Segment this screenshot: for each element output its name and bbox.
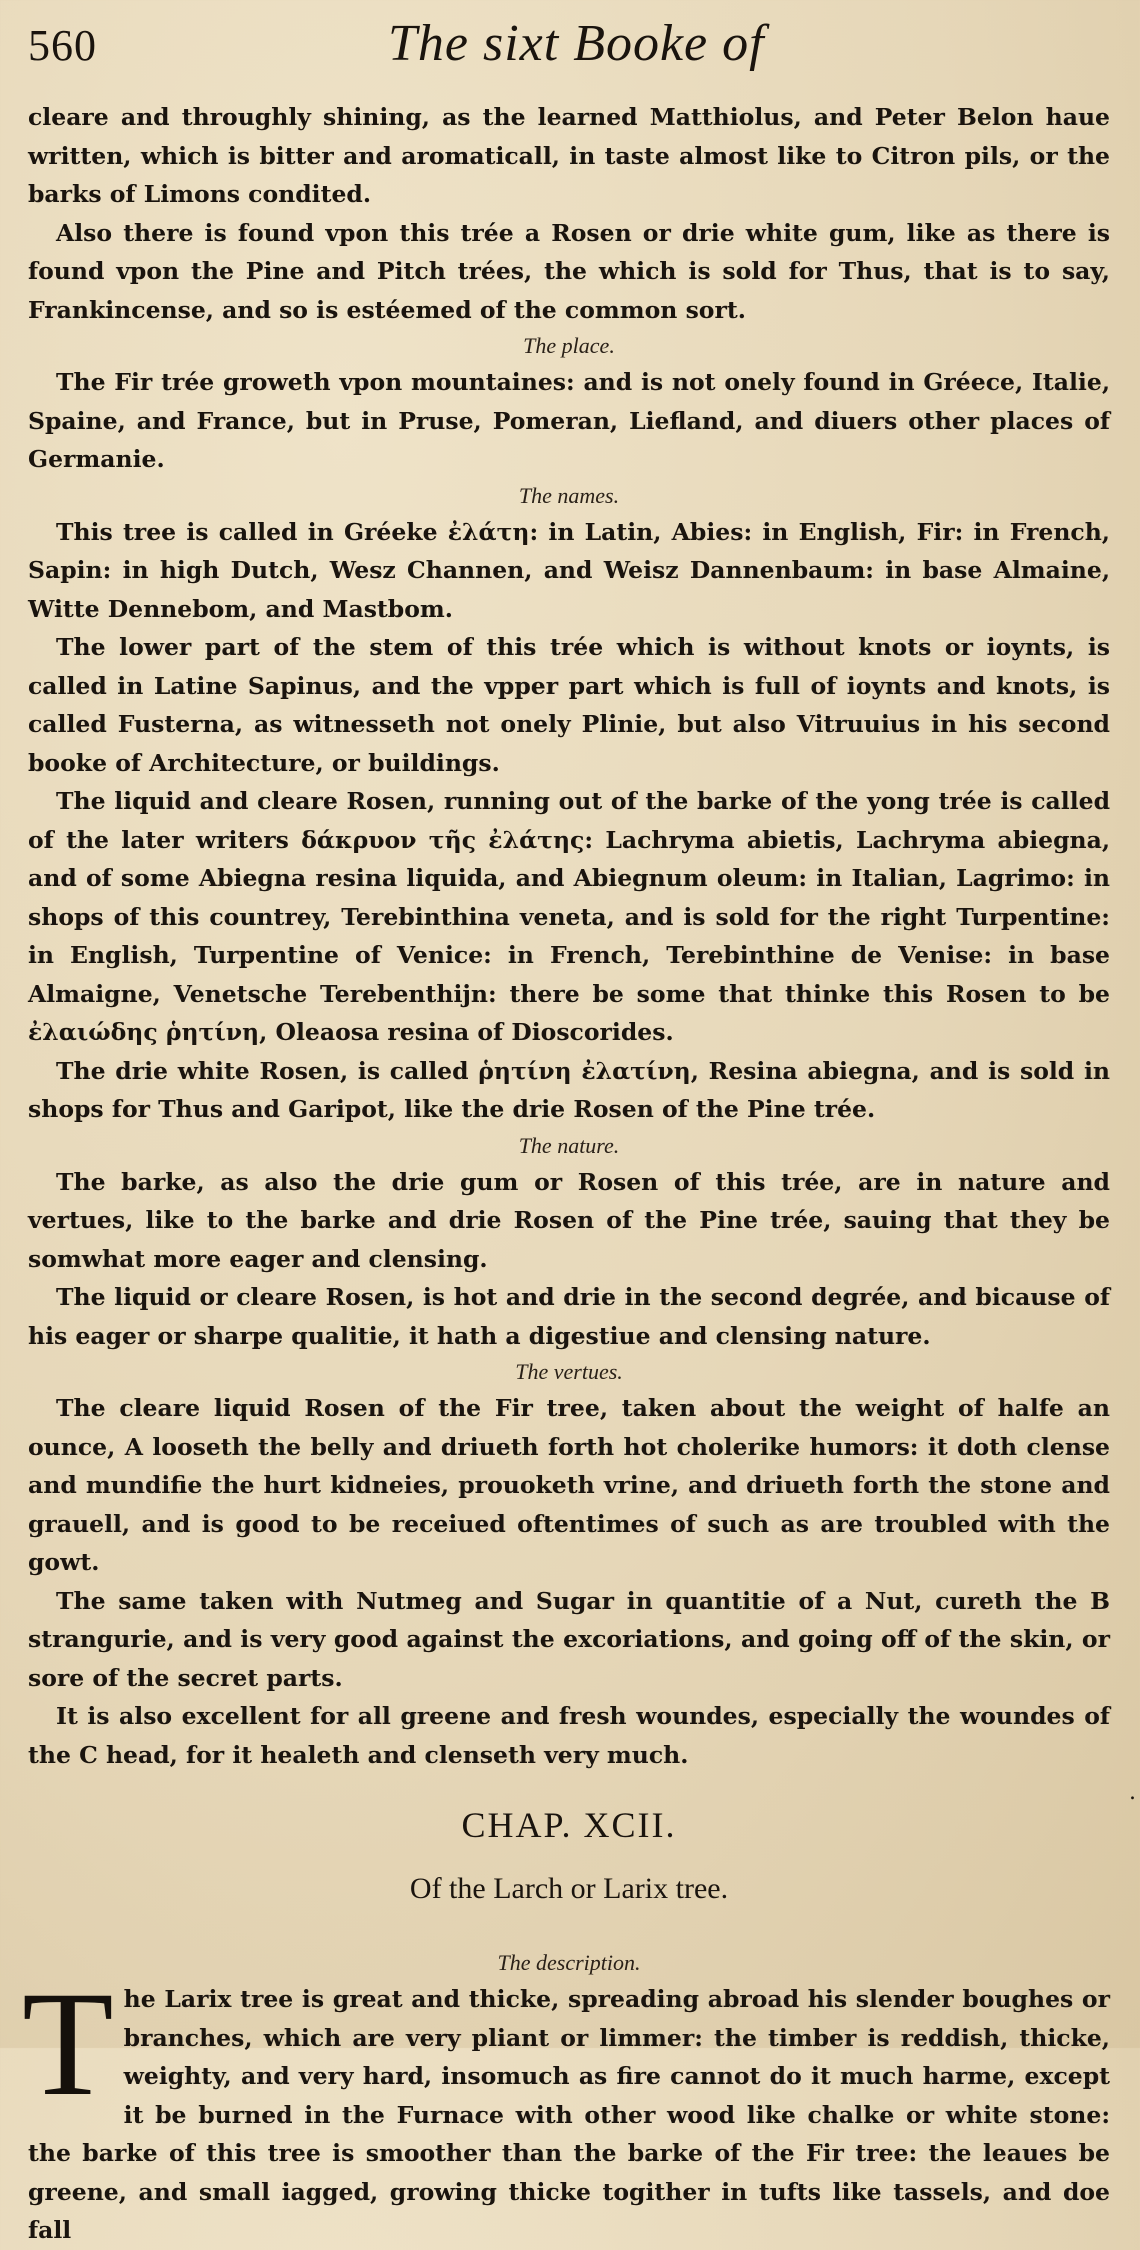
running-head: The sixt Booke of [388,15,765,72]
page-header [28,0,1110,98]
names-paragraph: This tree is called in Gréeke ἐλάτη: in Latin, Abies: in English, Fir: in French, Sapin: in high Dutch, Wesz Channen, and Weisz Dannenbaum: in base Almaine, Witte Dennebom, and Mastbom. [28,517,1110,623]
intro-paragraph: cleare and throughly shining, as the learned Matthiolus, and Peter Belon haue written, which is bitter and aromaticall, in taste almost like to Citron pils, or the barks of Limons condited. [28,103,1110,208]
section-heading-nature: The nature. [518,1132,620,1158]
nature-paragraph: The barke, as also the drie gum or Rosen of this trée, are in nature and vertues, like to the barke and drie Rosen of the Pine trée, sauing that they be somwhat more eager and clensing. [28,1167,1110,1273]
chapter-title: Of the Larch or Larix tree. [409,1872,729,1905]
drop-cap: T [22,1961,114,2127]
book-page [22,0,1110,2244]
vertues-paragraph: The cleare liquid Rosen of the Fir tree, taken about the weight of halfe an ounce, A looseth the belly and driueth forth hot cholerike humors: it doth clense and mundifie the hurt kidneies, prouoketh vrine, and driueth forth the stone and grauell, and is good to be receiued oftentimes of such as are troubled with the gowt. [28,1394,1110,1576]
vertues-paragraph: The same taken with Nutmeg and Sugar in quantitie of a Nut, cureth the B strangurie, and is very good against the excoriations, and going off of the skin, or sore of the secret parts. [28,1586,1110,1692]
chapter-number: CHAP. XCII. [461,1805,677,1845]
names-paragraph: The liquid and cleare Rosen, running out of the barke of the yong trée is called of the later writers δάκρυον τῆς ἐλάτης: Lachryma abietis, Lachryma abiegna, and of some Abiegna resina liquida, and Abiegnum oleum: in Italian, Lagrimo: in shops of this countrey, Terebinthina veneta, and is sold for the right Turpentine: in English, Turpentine of Venice: in French, Terebinthine de Venise: in base Almaigne, Venetsche Terebenthijn: there be some that thinke this Rosen to be ἐλαιώδης ῥητίνη, Oleaosa resina of Dioscorides. [28,787,1110,1046]
description-text: he Larix tree is great and thicke, spreading abroad his slender boughes or branches, which are very pliant or limmer: the timber is reddish, thicke, weighty, and very hard, insomuch as fire cannot do it much harme, except it be burned in the Furnace with other wood like chalke or white stone: the barke of this tree is smoother than the barke of the Fir tree: the leaues be greene, and small iagged, growing thicke togither in tufts like tassels, and doe fall [28,1985,1110,2244]
names-paragraph: The lower part of the stem of this trée which is without knots or ioynts, is called in Latine Sapinus, and the vpper part which is full of ioynts and knots, is called Fusterna, as witnesseth not onely Plinie, but also Vitruuius in his second booke of Architecture, or buildings. [28,633,1110,777]
margin-mark: . [1129,1780,1136,1805]
body-text [28,98,1110,1774]
nature-paragraph: The liquid or cleare Rosen, is hot and drie in the second degrée, and bicause of his eager or sharpe qualitie, it hath a digestiue and clensing nature. [28,1283,1110,1350]
page-number: 560 [28,21,97,70]
section-heading-place: The place. [523,333,615,358]
place-paragraph: The Fir trée groweth vpon mountaines: and is not onely found in Gréece, Italie, Spaine, and France, but in Pruse, Pomeran, Liefland, and diuers other places of Germanie. [28,368,1110,473]
section-heading-description: The description. [497,1950,641,1975]
section-heading-vertues: The vertues. [515,1359,623,1384]
vertues-paragraph: It is also excellent for all greene and fresh woundes, especially the woundes of the C head, for it healeth and clenseth very much. [28,1702,1110,1769]
names-paragraph: The drie white Rosen, is called ῥητίνη ἐλατίνη, Resina abiegna, and is sold in shops for Thus and Garipot, like the drie Rosen of the Pine trée. [28,1056,1110,1123]
section-heading-names: The names. [518,482,620,508]
intro-paragraph: Also there is found vpon this trée a Rosen or drie white gum, like as there is found vpon the Pine and Pitch trées, the which is sold for Thus, that is to say, Frankincense, and so is estéemed of the common sort. [28,218,1110,324]
